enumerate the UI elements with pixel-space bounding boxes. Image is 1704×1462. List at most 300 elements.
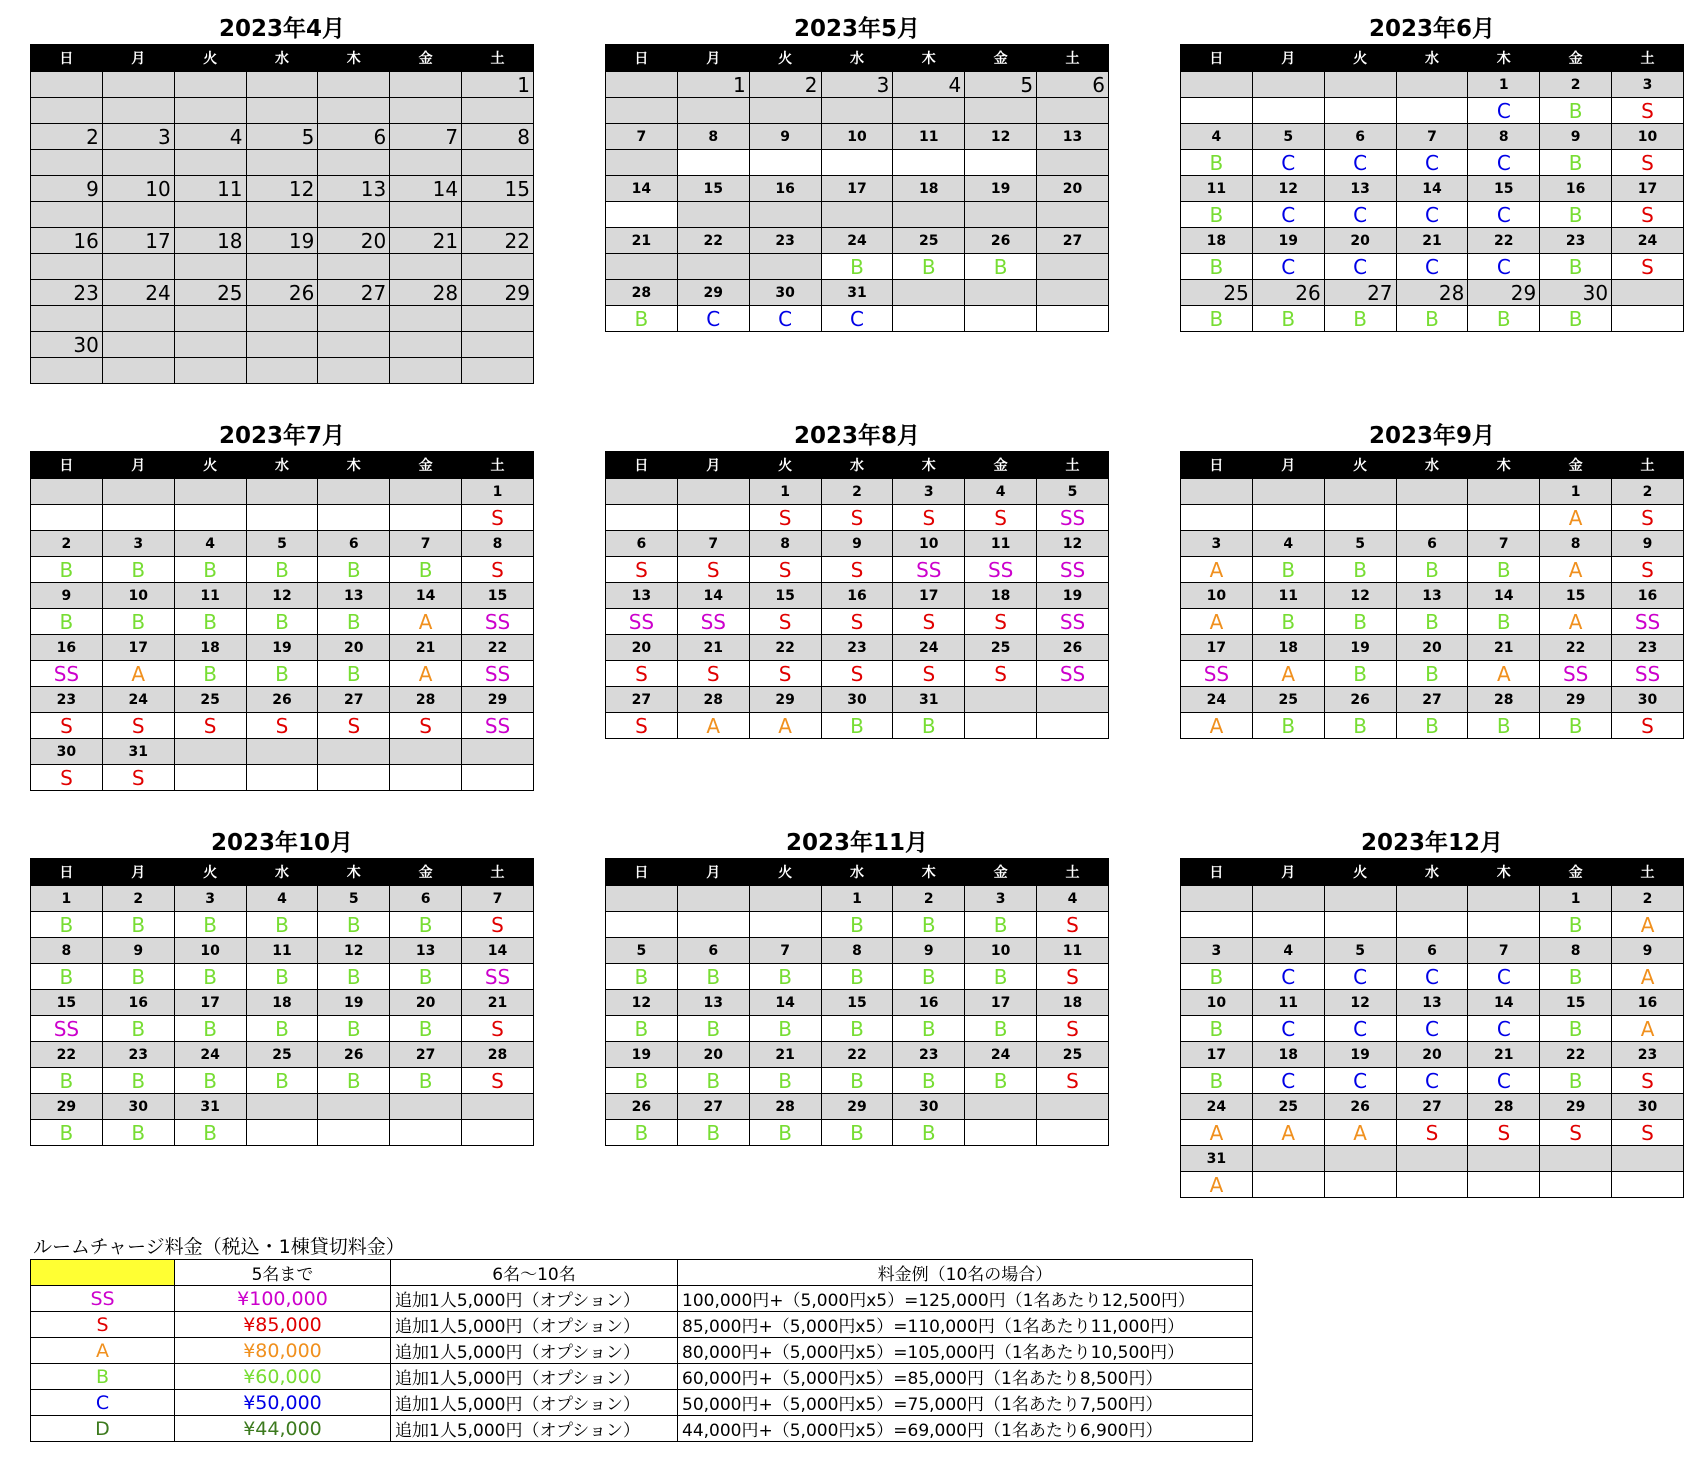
date-cell: 7 <box>462 886 534 912</box>
rate-cell: B <box>1252 557 1324 583</box>
rate-row <box>1181 98 1684 124</box>
date-cell: 11 <box>893 124 965 150</box>
rate-cell <box>1037 98 1109 124</box>
legend-row <box>31 1286 1253 1312</box>
date-cell <box>1037 280 1109 306</box>
date-cell: 7 <box>749 938 821 964</box>
rate-cell: B <box>1540 964 1612 990</box>
date-cell: 29 <box>462 280 534 306</box>
weekday-header: 土 <box>1037 45 1109 72</box>
date-cell <box>462 739 534 765</box>
date-cell: 12 <box>606 990 678 1016</box>
rate-cell <box>246 1120 318 1146</box>
date-cell: 9 <box>749 124 821 150</box>
date-cell: 15 <box>821 990 893 1016</box>
rate-cell <box>677 254 749 280</box>
rate-cell <box>749 254 821 280</box>
rate-row <box>1181 713 1684 739</box>
date-cell <box>102 332 174 358</box>
rate-cell: SS <box>893 557 965 583</box>
date-cell: 30 <box>893 1094 965 1120</box>
date-row <box>1181 886 1684 912</box>
rate-cell: B <box>1324 306 1396 332</box>
month-table <box>605 858 1109 1146</box>
rate-cell: B <box>1468 609 1540 635</box>
date-row <box>606 687 1109 713</box>
rate-cell: B <box>1252 306 1324 332</box>
date-cell <box>102 72 174 98</box>
rate-row <box>606 150 1109 176</box>
date-row <box>606 228 1109 254</box>
date-cell: 1 <box>1540 479 1612 505</box>
date-cell: 3 <box>1612 72 1684 98</box>
date-cell: 22 <box>1540 635 1612 661</box>
rate-cell: B <box>1540 202 1612 228</box>
rate-cell: A <box>1181 609 1253 635</box>
date-cell <box>1396 479 1468 505</box>
date-cell: 10 <box>1612 124 1684 150</box>
rate-cell: B <box>174 1016 246 1042</box>
date-cell <box>749 886 821 912</box>
rate-cell <box>1396 98 1468 124</box>
month-calendar <box>30 421 534 791</box>
weekday-header: 日 <box>1181 859 1253 886</box>
rate-cell: B <box>821 1068 893 1094</box>
date-cell: 10 <box>102 176 174 202</box>
date-cell: 6 <box>390 886 462 912</box>
rate-cell: B <box>246 557 318 583</box>
rate-cell: B <box>31 1068 103 1094</box>
rate-cell: B <box>1324 609 1396 635</box>
date-row <box>31 72 534 98</box>
rate-cell <box>174 254 246 280</box>
date-cell: 28 <box>677 687 749 713</box>
rate-cell: B <box>1324 661 1396 687</box>
weekday-header: 日 <box>1181 452 1253 479</box>
rate-cell <box>31 254 103 280</box>
rate-row <box>1181 661 1684 687</box>
rate-cell <box>821 98 893 124</box>
date-cell: 23 <box>31 687 103 713</box>
rate-cell: C <box>1396 150 1468 176</box>
date-cell <box>318 72 390 98</box>
weekday-header: 金 <box>390 452 462 479</box>
rate-cell: A <box>1181 1172 1253 1198</box>
date-row <box>1181 938 1684 964</box>
weekday-header: 月 <box>1252 452 1324 479</box>
date-cell: 29 <box>677 280 749 306</box>
rate-cell <box>1396 912 1468 938</box>
date-cell: 20 <box>1396 1042 1468 1068</box>
date-cell: 29 <box>1540 687 1612 713</box>
date-cell: 30 <box>31 739 103 765</box>
rate-cell: B <box>965 254 1037 280</box>
rate-cell <box>462 254 534 280</box>
date-cell: 17 <box>1181 1042 1253 1068</box>
date-cell: 28 <box>390 687 462 713</box>
date-row <box>1181 1042 1684 1068</box>
rate-cell: S <box>31 765 103 791</box>
date-cell: 21 <box>1468 635 1540 661</box>
date-cell: 18 <box>1252 1042 1324 1068</box>
rate-cell: SS <box>462 609 534 635</box>
date-cell: 25 <box>1181 280 1253 306</box>
date-cell: 23 <box>1540 228 1612 254</box>
rate-cell: B <box>174 609 246 635</box>
rate-cell: B <box>174 964 246 990</box>
rate-cell: B <box>102 557 174 583</box>
weekday-header: 木 <box>1468 859 1540 886</box>
date-cell: 23 <box>821 635 893 661</box>
rate-cell: S <box>462 557 534 583</box>
weekday-header: 金 <box>390 45 462 72</box>
date-cell: 28 <box>390 280 462 306</box>
date-row <box>606 176 1109 202</box>
date-cell: 12 <box>246 176 318 202</box>
legend-price: ¥44,000 <box>175 1416 391 1442</box>
date-cell: 4 <box>1181 124 1253 150</box>
rate-row <box>606 1016 1109 1042</box>
rate-cell: B <box>1540 254 1612 280</box>
date-row <box>1181 479 1684 505</box>
date-cell <box>246 72 318 98</box>
date-cell: 19 <box>965 176 1037 202</box>
rate-cell: S <box>677 661 749 687</box>
rate-cell: B <box>1540 1068 1612 1094</box>
date-cell: 2 <box>31 124 103 150</box>
legend-example: 44,000円+（5,000円x5）=69,000円（1名あたり6,900円） <box>678 1416 1253 1442</box>
rate-cell <box>749 150 821 176</box>
date-cell <box>390 1094 462 1120</box>
weekday-header-row <box>1181 859 1684 886</box>
rate-row <box>31 1016 534 1042</box>
rate-cell: B <box>1181 150 1253 176</box>
date-cell: 8 <box>462 124 534 150</box>
month-calendar <box>30 14 534 384</box>
date-cell: 27 <box>1324 280 1396 306</box>
month-table <box>30 858 534 1146</box>
rate-cell <box>1468 912 1540 938</box>
rate-cell: S <box>893 609 965 635</box>
date-cell: 27 <box>1396 1094 1468 1120</box>
date-row <box>1181 687 1684 713</box>
date-cell: 26 <box>606 1094 678 1120</box>
date-cell: 13 <box>677 990 749 1016</box>
rate-cell: C <box>1468 1068 1540 1094</box>
rate-cell: B <box>174 912 246 938</box>
date-cell <box>318 479 390 505</box>
rate-cell <box>102 358 174 384</box>
date-cell: 9 <box>102 938 174 964</box>
rate-cell: A <box>677 713 749 739</box>
rate-row <box>1181 1016 1684 1042</box>
date-cell: 7 <box>390 124 462 150</box>
rate-cell <box>606 150 678 176</box>
rate-cell: B <box>1468 713 1540 739</box>
rate-cell <box>965 150 1037 176</box>
rate-cell <box>1252 912 1324 938</box>
rate-cell: S <box>821 505 893 531</box>
date-cell <box>965 687 1037 713</box>
date-cell <box>606 886 678 912</box>
date-cell: 6 <box>1037 72 1109 98</box>
rate-cell <box>318 765 390 791</box>
date-cell: 25 <box>174 687 246 713</box>
date-cell: 28 <box>749 1094 821 1120</box>
rate-cell <box>893 98 965 124</box>
weekday-header: 水 <box>821 452 893 479</box>
date-cell: 12 <box>318 938 390 964</box>
rate-row <box>31 505 534 531</box>
date-cell: 27 <box>1037 228 1109 254</box>
rate-cell <box>749 98 821 124</box>
date-cell: 4 <box>1252 531 1324 557</box>
rate-cell <box>677 505 749 531</box>
rate-cell: B <box>318 557 390 583</box>
date-cell: 5 <box>246 124 318 150</box>
rate-cell: B <box>1324 557 1396 583</box>
date-cell <box>1468 1146 1540 1172</box>
date-cell: 19 <box>1252 228 1324 254</box>
rate-cell <box>318 98 390 124</box>
month-title: 2023年12月 <box>1360 830 1504 856</box>
rate-cell: A <box>1181 557 1253 583</box>
date-cell: 23 <box>749 228 821 254</box>
rate-cell: B <box>246 609 318 635</box>
date-cell: 1 <box>1468 72 1540 98</box>
rate-cell: B <box>749 964 821 990</box>
legend-option: 追加1人5,000円（オプション） <box>391 1338 678 1364</box>
rate-cell: C <box>677 306 749 332</box>
rate-cell: B <box>893 1016 965 1042</box>
rate-row <box>606 1068 1109 1094</box>
date-cell: 26 <box>1324 1094 1396 1120</box>
date-cell: 26 <box>1252 280 1324 306</box>
rate-cell: SS <box>1540 661 1612 687</box>
rate-cell: A <box>1324 1120 1396 1146</box>
date-row <box>31 124 534 150</box>
date-cell: 18 <box>174 635 246 661</box>
rate-cell <box>1252 98 1324 124</box>
date-row <box>606 990 1109 1016</box>
date-cell: 25 <box>893 228 965 254</box>
date-cell: 17 <box>1181 635 1253 661</box>
date-cell: 2 <box>821 479 893 505</box>
date-cell: 28 <box>1396 280 1468 306</box>
date-cell: 9 <box>31 583 103 609</box>
rate-cell: B <box>31 557 103 583</box>
rate-cell: A <box>1540 505 1612 531</box>
date-cell: 23 <box>1612 1042 1684 1068</box>
rate-cell: B <box>1396 609 1468 635</box>
weekday-header: 金 <box>965 452 1037 479</box>
rate-cell <box>102 98 174 124</box>
date-cell <box>1324 886 1396 912</box>
date-cell: 4 <box>1252 938 1324 964</box>
weekday-header: 日 <box>1181 45 1253 72</box>
rate-cell: B <box>318 609 390 635</box>
rate-cell: B <box>1468 306 1540 332</box>
date-cell: 27 <box>318 687 390 713</box>
weekday-header: 土 <box>1612 452 1684 479</box>
date-cell: 13 <box>390 938 462 964</box>
date-cell <box>677 479 749 505</box>
date-cell: 3 <box>174 886 246 912</box>
rate-cell: B <box>102 1068 174 1094</box>
rate-cell: S <box>462 505 534 531</box>
rate-cell: B <box>1252 609 1324 635</box>
rate-cell: B <box>31 964 103 990</box>
date-cell: 22 <box>821 1042 893 1068</box>
rate-cell: B <box>606 306 678 332</box>
date-cell: 13 <box>318 583 390 609</box>
date-row <box>606 72 1109 98</box>
rate-row <box>606 254 1109 280</box>
weekday-header: 土 <box>1612 859 1684 886</box>
rate-cell: C <box>821 306 893 332</box>
date-cell <box>1540 1146 1612 1172</box>
weekday-header: 木 <box>1468 45 1540 72</box>
rate-row <box>1181 254 1684 280</box>
date-cell: 24 <box>893 635 965 661</box>
date-cell: 2 <box>1540 72 1612 98</box>
month-calendar <box>605 828 1109 1146</box>
date-cell: 25 <box>1252 687 1324 713</box>
rate-cell <box>1396 1172 1468 1198</box>
date-cell <box>174 479 246 505</box>
weekday-header: 日 <box>606 859 678 886</box>
rate-cell <box>462 765 534 791</box>
legend-title: ルームチャージ料金（税込・1棟貸切料金） <box>33 1236 405 1258</box>
date-cell: 30 <box>1612 687 1684 713</box>
weekday-header: 日 <box>31 859 103 886</box>
legend-example: 100,000円+（5,000円x5）=125,000円（1名あたり12,500円） <box>678 1286 1253 1312</box>
legend-header-code <box>31 1260 175 1286</box>
rate-cell <box>462 306 534 332</box>
legend-header-example: 料金例（10名の場合） <box>678 1260 1253 1286</box>
date-cell <box>390 332 462 358</box>
rate-row <box>606 98 1109 124</box>
rate-cell: SS <box>677 609 749 635</box>
rate-cell <box>31 358 103 384</box>
rate-cell: B <box>246 661 318 687</box>
date-cell: 9 <box>893 938 965 964</box>
date-cell: 9 <box>1612 531 1684 557</box>
date-cell: 29 <box>821 1094 893 1120</box>
date-cell: 25 <box>1252 1094 1324 1120</box>
rate-cell: S <box>1037 912 1109 938</box>
rate-row <box>31 254 534 280</box>
date-cell: 28 <box>1468 1094 1540 1120</box>
date-cell: 26 <box>246 687 318 713</box>
rate-cell: B <box>174 557 246 583</box>
rate-row <box>31 713 534 739</box>
rate-cell: B <box>390 1068 462 1094</box>
date-cell <box>246 739 318 765</box>
rate-cell <box>390 1120 462 1146</box>
month-title: 2023年5月 <box>793 16 921 42</box>
weekday-header: 月 <box>1252 45 1324 72</box>
rate-cell <box>606 202 678 228</box>
rate-cell <box>965 202 1037 228</box>
date-cell: 21 <box>1396 228 1468 254</box>
rate-cell: S <box>102 765 174 791</box>
legend-price: ¥50,000 <box>175 1390 391 1416</box>
date-cell <box>1612 1146 1684 1172</box>
rate-cell: B <box>677 1120 749 1146</box>
date-cell: 16 <box>1540 176 1612 202</box>
date-cell: 4 <box>965 479 1037 505</box>
rate-cell: SS <box>1612 661 1684 687</box>
weekday-header: 月 <box>1252 859 1324 886</box>
date-cell: 6 <box>318 124 390 150</box>
rate-cell: B <box>893 1120 965 1146</box>
rate-row <box>1181 306 1684 332</box>
month-table <box>1180 451 1684 739</box>
weekday-header: 日 <box>31 45 103 72</box>
rate-cell: S <box>462 1016 534 1042</box>
rate-cell <box>390 150 462 176</box>
weekday-header: 木 <box>1468 452 1540 479</box>
date-cell <box>390 739 462 765</box>
rate-row <box>606 661 1109 687</box>
rate-row <box>1181 202 1684 228</box>
date-cell: 2 <box>31 531 103 557</box>
rate-cell: B <box>749 1120 821 1146</box>
rate-row <box>31 306 534 332</box>
rate-cell: B <box>821 1120 893 1146</box>
date-row <box>606 124 1109 150</box>
date-cell: 6 <box>318 531 390 557</box>
rate-cell <box>102 150 174 176</box>
month-table <box>605 44 1109 332</box>
date-cell: 21 <box>1468 1042 1540 1068</box>
date-cell: 22 <box>31 1042 103 1068</box>
rate-cell <box>1612 1172 1684 1198</box>
rate-cell <box>821 150 893 176</box>
date-cell: 24 <box>965 1042 1037 1068</box>
rate-cell: B <box>390 1016 462 1042</box>
date-cell: 14 <box>390 583 462 609</box>
rate-cell: B <box>965 1016 1037 1042</box>
date-cell <box>1324 72 1396 98</box>
rate-cell <box>174 98 246 124</box>
legend-code: S <box>31 1312 175 1338</box>
rate-cell <box>390 358 462 384</box>
date-cell: 4 <box>1037 886 1109 912</box>
weekday-header: 水 <box>246 859 318 886</box>
date-cell: 15 <box>1468 176 1540 202</box>
month-calendar <box>605 14 1109 332</box>
date-row <box>1181 635 1684 661</box>
rate-cell: C <box>1252 254 1324 280</box>
rate-cell: B <box>390 964 462 990</box>
weekday-header-row <box>606 45 1109 72</box>
date-cell: 24 <box>1612 228 1684 254</box>
rate-cell: A <box>1612 912 1684 938</box>
date-cell: 17 <box>102 635 174 661</box>
rate-cell: A <box>1252 661 1324 687</box>
date-cell: 27 <box>606 687 678 713</box>
weekday-header: 金 <box>965 859 1037 886</box>
date-cell: 14 <box>606 176 678 202</box>
date-cell <box>318 332 390 358</box>
rate-cell <box>390 505 462 531</box>
date-cell: 16 <box>1612 583 1684 609</box>
date-cell: 11 <box>1181 176 1253 202</box>
date-cell: 15 <box>1540 583 1612 609</box>
date-cell: 2 <box>1612 886 1684 912</box>
